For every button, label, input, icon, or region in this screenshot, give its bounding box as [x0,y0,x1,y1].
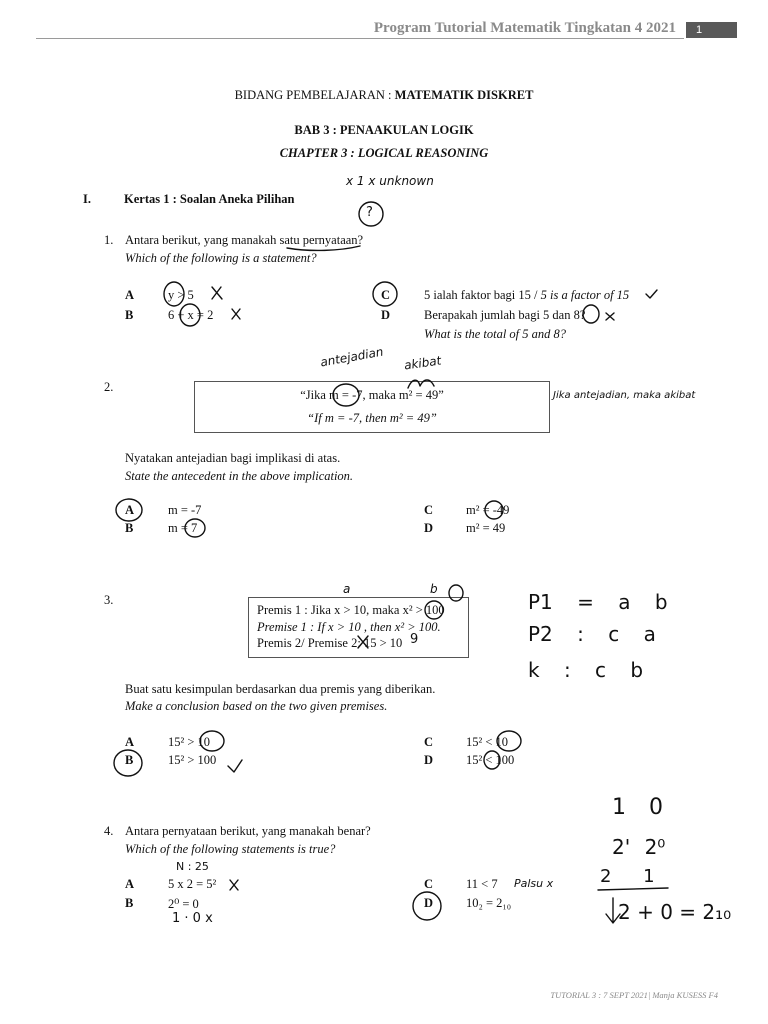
q1-option-c-text [424,288,629,303]
q3-option-b-letter: B [125,753,134,767]
q2-option-c-letter: C [424,503,434,517]
q1-option-c-text-bm: 5 ialah faktor bagi 15 / [424,288,541,302]
q3-option-c-letter: C [424,735,434,749]
handwriting-antejadian: antejadian [319,344,385,370]
q2-number: 2. [104,380,114,394]
q1-option-d-text-bm: Berapakah jumlah bagi 5 dan 8? [424,308,586,322]
learning-area-prefix: BIDANG PEMBELAJARAN : [234,88,395,102]
handwriting-top-note: x 1 x unknown [346,174,434,188]
q1-number: 1. [104,233,114,247]
q4-option-d-text: 10₂ = 2₁₀ [466,896,512,910]
q4-option-a-text: 5 x 2 = 5² [168,877,217,891]
handwriting-q3-b: b [430,582,438,596]
q3-premise-1-en: Premise 1 : If x > 10 , then x² > 100. [257,620,441,634]
handwriting-akibat: akibat [403,353,443,373]
handwriting-k: k : c b [528,658,644,682]
q2-option-b-letter: B [125,521,134,535]
section-title: Kertas 1 : Soalan Aneka Pilihan [124,192,295,206]
q2-option-d-text: m² = 49 [466,521,506,535]
q2-option-b-text: m = 7 [168,521,198,535]
ink-mark-q1-d [606,313,614,320]
q1-option-c-letter: C [381,288,391,302]
q4-question-en: Which of the following statements is true? [125,842,336,856]
q2-option-d-letter: D [424,521,434,535]
q3-option-c-text: 15² < 10 [466,735,509,749]
handwriting-q4-r2: 2' 2⁰ [612,835,666,859]
q1-option-b-text: 6 + x = 2 [168,308,214,322]
footer-text: TUTORIAL 3 : 7 SEPT 2021| Manja KUSESS F4 [550,990,718,1000]
handwriting-q4-r1: 1 0 [612,795,663,820]
ink-fraction-bar-q4-work [598,888,668,890]
q2-option-a-text: m = -7 [168,503,202,517]
handwriting-p2: P2 : c a [528,622,656,646]
q4-option-d-letter: D [424,896,434,910]
q2-statement-bm: “Jika m = -7, maka m² = 49” [300,388,444,402]
q4-question-bm: Antara pernyataan berikut, yang manakah benar? [125,824,371,838]
q3-option-d-text: 15² < 100 [466,753,515,767]
chapter-title-bm: BAB 3 : PENAAKULAN LOGIK [294,123,474,137]
q1-option-a-letter: A [125,288,135,302]
q1-question-en: Which of the following is a statement? [125,251,317,265]
q1-option-c-text-en: 5 is a factor of 15 [540,288,630,302]
ink-tick-q3-b [228,760,242,772]
handwriting-q4-n: N : 25 [176,860,209,873]
q3-question-bm: Buat satu kesimpulan berdasarkan dua premis yang diberikan. [125,682,436,696]
learning-area-name: MATEMATIK DISKRET [394,88,534,102]
q3-number: 3. [104,593,114,607]
ink-tick-q1-c [646,290,657,298]
q3-premise-1-bm: Premis 1 : Jika x > 10, maka x² > 100 [257,603,445,617]
q3-premise-2: Premis 2/ Premise 2: 15 > 10 [257,636,403,650]
handwriting-jika-note: Jika antejadian, maka akibat [553,390,696,401]
chapter-title-en: CHAPTER 3 : LOGICAL REASONING [279,146,489,160]
handwriting-q3-nine: 9 [410,632,419,647]
q2-option-c-text: m² = -49 [466,503,510,517]
q3-option-d-letter: D [424,753,434,767]
q4-number: 4. [104,824,114,838]
q3-option-b-text: 15² > 100 [168,753,217,767]
q1-option-b-letter: B [125,308,134,322]
handwriting-q3-a: a [343,582,351,596]
q1-option-a-text: y > 5 [168,288,194,302]
handwriting-q4-one-zero: 1 · 0 x [172,911,213,926]
learning-area [0,88,768,103]
handwriting-q4-r4: 2 + 0 = 2₁₀ [618,900,732,924]
q1-option-d-text-en: What is the total of 5 and 8? [424,327,567,341]
q2-question-bm: Nyatakan antejadian bagi implikasi di atas. [125,451,341,465]
q4-option-b-text: 2⁰ = 0 [168,897,199,911]
ink-cross-q1-b [232,309,240,319]
handwriting-q4-r3: 2 1 [600,866,655,887]
q4-option-c-text: 11 < 7 [466,877,498,891]
q2-statement-en: “If m = -7, then m² = 49” [307,411,437,425]
header-divider [36,38,684,39]
q3-option-a-text: 15² > 10 [168,735,211,749]
q2-question-en: State the antecedent in the above implication. [125,469,354,483]
q2-option-a-letter: A [125,503,135,517]
handwriting-p1: P1 = a b [528,590,668,614]
ink-cross-q4-a [230,880,238,890]
q1-option-d-letter: D [381,308,391,322]
ink-cross-q1-a [212,287,222,299]
q4-option-c-letter: C [424,877,434,891]
section-number: I. [83,192,91,206]
page-number: 1 [686,22,737,38]
q4-option-b-letter: B [125,896,134,910]
header-title: Program Tutorial Matematik Tingkatan 4 2021 [373,20,676,36]
q4-option-a-letter: A [125,877,135,891]
handwriting-q4-salah: Palsu x [514,877,554,890]
q3-question-en: Make a conclusion based on the two given premises. [125,699,388,713]
q3-option-a-letter: A [125,735,135,749]
handwriting-top-question: ? [366,205,373,220]
q1-question-bm: Antara berikut, yang manakah satu pernyataan? [125,233,364,247]
